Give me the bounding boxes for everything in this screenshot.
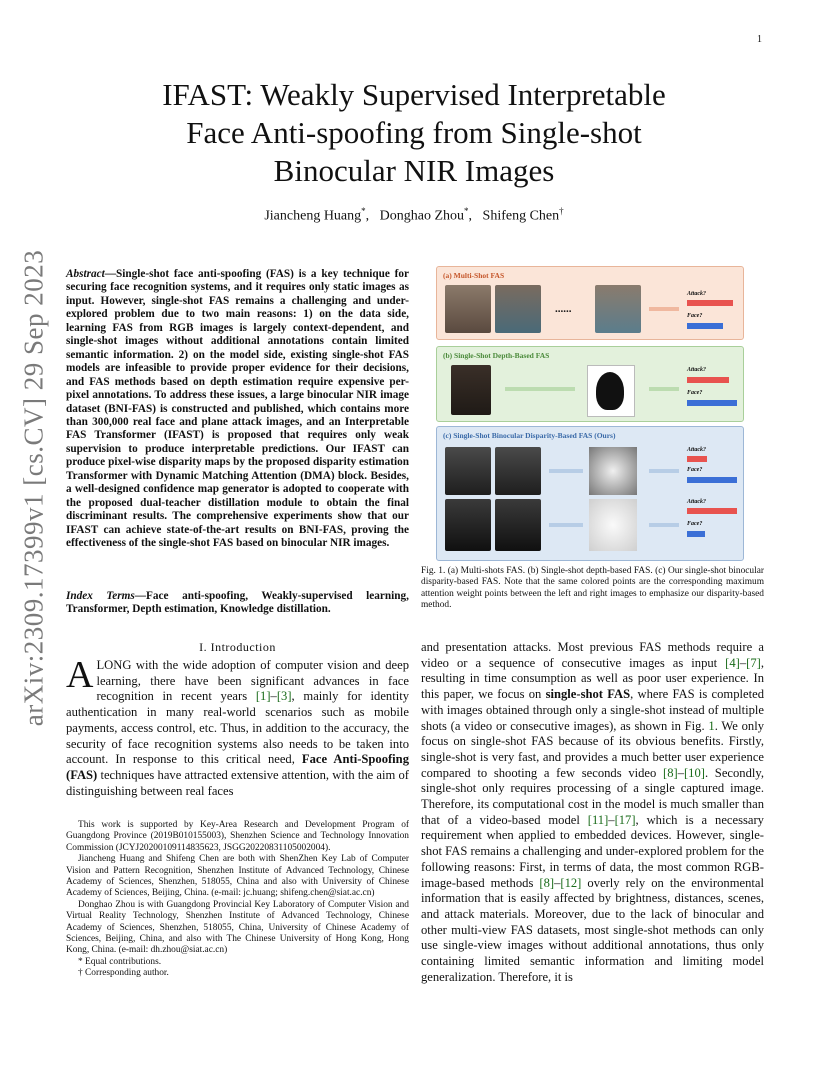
face-frame-1 bbox=[445, 285, 491, 333]
face-label: Face? bbox=[687, 313, 703, 319]
arrow bbox=[549, 523, 583, 527]
attack-label: Attack? bbox=[687, 367, 706, 373]
author-1: Jiancheng Huang bbox=[264, 208, 362, 224]
right-face-real bbox=[495, 447, 541, 495]
face-bar bbox=[687, 531, 705, 537]
citation[interactable]: [8] bbox=[663, 765, 678, 780]
left-face-attack bbox=[445, 499, 491, 551]
arxiv-id: arXiv:2309.17399v1 [cs.CV] 29 Sep 2023 bbox=[18, 249, 49, 726]
attack-bar bbox=[687, 456, 707, 462]
section-heading: I. Introduction bbox=[199, 640, 276, 654]
arrow bbox=[649, 307, 679, 311]
panel-c-label: (c) Single-Shot Binocular Disparity-Based FAS (Ours) bbox=[443, 431, 616, 440]
intro-text-3: techniques have attracted extensive attention, with the aim of distinguishing between real faces bbox=[66, 767, 409, 798]
index-terms-label: Index Terms bbox=[66, 590, 135, 602]
face-label: Face? bbox=[687, 521, 703, 527]
equal-contrib-mark: * bbox=[361, 206, 366, 216]
attack-bar bbox=[687, 377, 729, 383]
panel-b-label: (b) Single-Shot Depth-Based FAS bbox=[443, 351, 550, 360]
arrow bbox=[549, 469, 583, 473]
equal-contrib-mark: * bbox=[464, 206, 469, 216]
figure-caption: Fig. 1. (a) Multi-shots FAS. (b) Single-shot depth-based FAS. (c) Our single-shot binocular disparity-based FAS. Note that the same colored points are the corresponding maximum attention weight points between the left and right images to emphasize our disparity-based method. bbox=[421, 566, 764, 611]
range-dash: – bbox=[677, 765, 684, 780]
face-frame-2 bbox=[495, 285, 541, 333]
citation[interactable]: [1] bbox=[255, 689, 271, 704]
range-dash: – bbox=[739, 655, 747, 670]
disparity-map-real bbox=[589, 447, 637, 495]
author-2: Donghao Zhou bbox=[379, 208, 465, 224]
panel-a-label: (a) Multi-Shot FAS bbox=[443, 271, 505, 280]
face-image bbox=[451, 365, 491, 415]
intro-text-1: with the wide adoption of computer vision and deep learning, there have been significant advances in face recognition in recent years bbox=[96, 658, 409, 704]
body-text: , where FAS is completed with images obtained through only a single-shot instead of multiple shots (a video or consecutive images), as shown in Fig. bbox=[421, 687, 764, 733]
citation[interactable]: [8] bbox=[539, 875, 555, 890]
panel-binocular bbox=[436, 426, 744, 561]
face-bar bbox=[687, 477, 737, 483]
title-line-1: IFAST: Weakly Supervised Interpretable bbox=[162, 77, 666, 112]
title-line-3: Binocular NIR Images bbox=[273, 153, 555, 188]
citation[interactable]: [7] bbox=[746, 655, 761, 670]
right-face-attack bbox=[495, 499, 541, 551]
citation[interactable]: [11] bbox=[587, 812, 609, 827]
body-text: overly rely on the environmental information that is easily affected by brightness, distances, scenes, and attack materials. Moreover, due to the lack of binocular and other multi-view FAS datasets, most single-shot methods can only use single-view images without additional annotations, thus only containing limited semantic information and limiting model generalization. Therefore, it is bbox=[421, 875, 764, 984]
disparity-map-attack bbox=[589, 499, 637, 551]
footnote-equal: * Equal contributions. bbox=[78, 956, 162, 967]
paper-title bbox=[100, 76, 728, 190]
attack-label: Attack? bbox=[687, 291, 706, 297]
footnote-corresponding: † Corresponding author. bbox=[78, 968, 169, 979]
citation[interactable]: [17] bbox=[614, 812, 636, 827]
body-text: , which is a necessary requirement when applied to embedded devices. However, single-shot FAS remains a challenging and under-explored problem for the following reasons: First, in terms of data, the most common RGB-image-based methods bbox=[421, 812, 764, 890]
body-text: . We only focus on single-shot FAS because of its obvious benefits. Firstly, single-shot is very fast, and provides a much better user experience compared to shooting a few seconds video bbox=[421, 718, 764, 780]
attack-label: Attack? bbox=[687, 447, 706, 453]
citation[interactable]: [10] bbox=[683, 765, 705, 780]
range-dash: – bbox=[270, 689, 277, 704]
footnote-funding: This work is supported by Key-Area Research and Development Program of Guangdong Province (2019B010155003), Shenzhen Science and Technology Innovation Commission (JCYJ20200109114835623, JSGG20220831105002004). bbox=[66, 820, 409, 853]
range-dash: – bbox=[554, 875, 561, 890]
footnote-affiliation-2: Donghao Zhou is with Guangdong Provincial Key Laboratory of Computer Vision and Virtual Reality Technology, Shenzhen Institute of Advanced Technology, Chinese Academy of Sciences, Shenzhen, 518055, China, University of Chinese Academy of Sciences, Beijing, China, and also with The Chinese University of Hong Kong, Hong Kong, China. (e-mail: dh.zhou@siat.ac.cn) bbox=[66, 899, 409, 956]
left-face-real bbox=[445, 447, 491, 495]
face-frame-n bbox=[595, 285, 641, 333]
arrow bbox=[649, 469, 679, 473]
footnotes bbox=[66, 820, 409, 980]
index-terms-text: —Face anti-spoofing, Weakly-supervised learning, Transformer, Depth estimation, Knowledge distillation. bbox=[66, 590, 409, 616]
index-terms bbox=[66, 590, 409, 617]
depth-map bbox=[587, 365, 635, 417]
abstract-text: —Single-shot face anti-spoofing (FAS) is a key technique for securing face recognition systems, and it requires only static images as input. However, single-shot FAS remains a challenging and under-explored problem due to two main reasons: 1) on the data side, learning FAS from RGB images is largely context-dependent, and single-shot images without additional annotations contain limited semantic information. 2) on the model side, existing single-shot FAS models are infeasible to provide proper evidence for their decisions, and FAS methods based on depth estimation require expensive per-pixel annotations. To address these issues, a large binocular NIR image dataset (BNI-FAS) is constructed and published, which contains more than 300,000 real face and plane attack images, and an Interpretable FAS Transformer (IFAST) is proposed that requires only weak supervision to produce interpretable predictions. Our IFAST can produce pixel-wise disparity maps by the proposed disparity estimation Transformer with Dynamic Matching Attention (DMA) block. Besides, a well-designed confidence map generator is adopted to cooperate with the proposed dual-teacher distillation module to obtain the final discriminant results. The comprehensive experiments show that our IFAST can achieve state-of-the-art results on BNI-FAS, proving the effectiveness of the single-shot FAS based on binocular NIR images. bbox=[66, 268, 409, 550]
panel-depth bbox=[436, 346, 744, 422]
range-dash: – bbox=[608, 812, 615, 827]
face-bar bbox=[687, 400, 737, 406]
citation[interactable]: [3] bbox=[276, 689, 292, 704]
body-text: , resulting in time consumption as well as poor user experience. In this paper, we focus on bbox=[421, 655, 764, 702]
abstract bbox=[66, 268, 409, 551]
page-number: 1 bbox=[757, 34, 762, 45]
single-shot-term: single-shot FAS bbox=[545, 687, 631, 702]
intro-lead: LONG bbox=[96, 658, 132, 672]
arxiv-stamp bbox=[14, 249, 54, 726]
arrow bbox=[505, 387, 575, 391]
panel-multi-shot bbox=[436, 266, 744, 340]
abstract-label: Abstract bbox=[66, 268, 105, 280]
arrow bbox=[649, 523, 679, 527]
face-label: Face? bbox=[687, 390, 703, 396]
citation[interactable]: [12] bbox=[560, 875, 582, 890]
citation[interactable]: [4] bbox=[725, 655, 740, 670]
ellipsis: ...... bbox=[555, 303, 572, 315]
face-label: Face? bbox=[687, 467, 703, 473]
body-text: and presentation attacks. Most previous FAS methods require a video or a sequence of consecutive images as input bbox=[421, 640, 764, 670]
intro-text-2: , mainly for identity authentication in many real-world scenarios such as mobile payments, access control, etc. Thus, in addition to the accuracy, the security of face recognition systems also needs to be taken into account. In response to this critical need, bbox=[66, 689, 410, 767]
attack-label: Attack? bbox=[687, 499, 706, 505]
body-text: . Secondly, single-shot only requires processing of a single captured image. Therefore, its computational cost in the model is much smaller than that of a video-based model bbox=[421, 765, 765, 827]
arrow bbox=[649, 387, 679, 391]
drop-cap: A bbox=[66, 654, 94, 696]
author-3: Shifeng Chen bbox=[482, 208, 560, 224]
figure-ref[interactable]: 1 bbox=[708, 718, 715, 733]
fas-term: Face Anti-Spoofing (FAS) bbox=[66, 752, 409, 782]
face-bar bbox=[687, 323, 723, 329]
intro-paragraph bbox=[66, 654, 410, 799]
attack-bar bbox=[687, 300, 733, 306]
corresponding-mark: † bbox=[559, 206, 564, 216]
footnote-affiliation-1: Jiancheng Huang and Shifeng Chen are both with ShenZhen Key Lab of Computer Vision and Pattern Recognition, Shenzhen Institute of Advanced Technology, Chinese Academy of Sciences, Shenzhen, 518055, China and also with University of Chinese Academy of Sciences, Beijing, China. (e-mail: jc.huang; shifeng.chen@siat.ac.cn) bbox=[66, 854, 409, 899]
title-line-2: Face Anti-spoofing from Single-shot bbox=[186, 115, 642, 150]
attack-bar bbox=[687, 508, 737, 514]
figure-1 bbox=[436, 266, 744, 561]
right-column-text bbox=[421, 640, 764, 985]
author-list: Jiancheng Huang*, Donghao Zhou*, Shifeng Chen† bbox=[264, 206, 564, 224]
